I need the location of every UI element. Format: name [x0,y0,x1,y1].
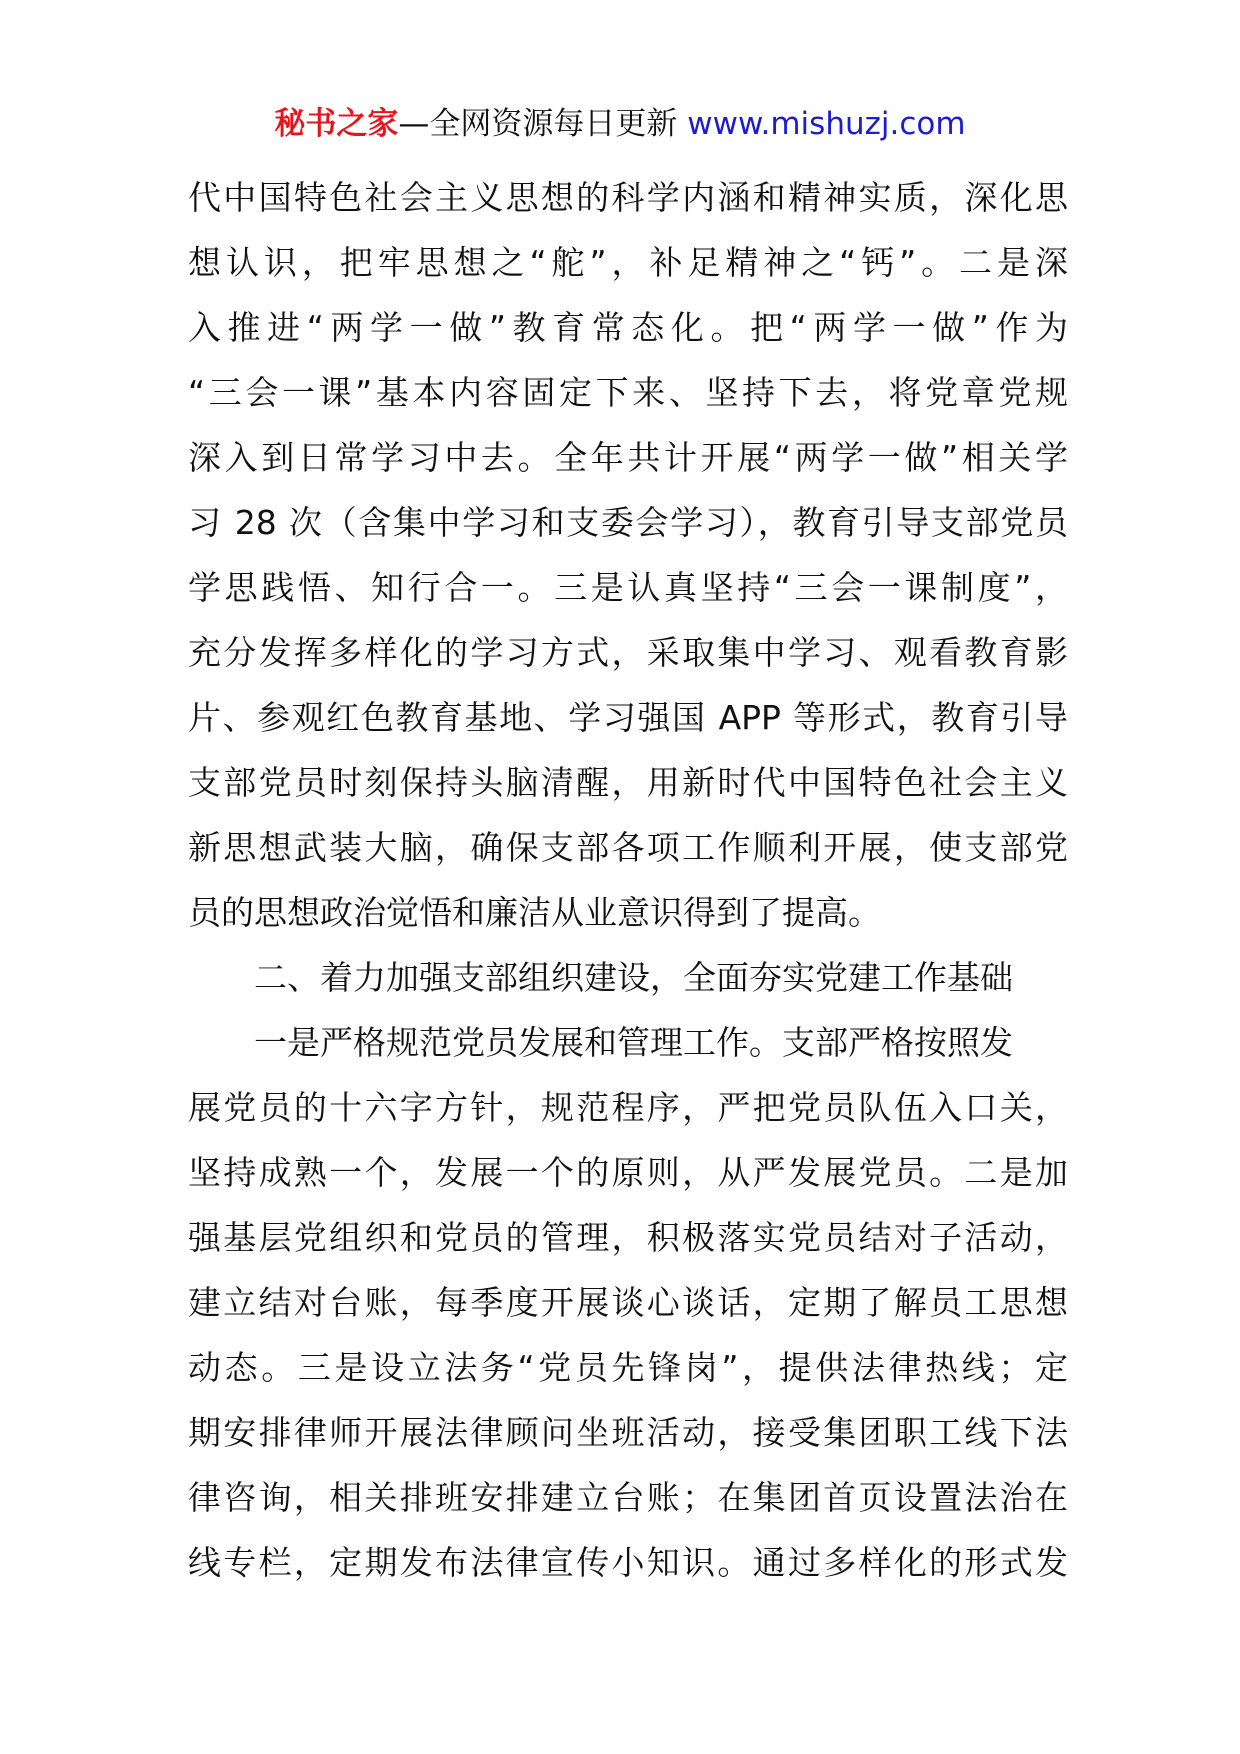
header-tagline: —全网资源每日更新 [398,106,688,142]
text-line: 一是严格规范党员发展和管理工作。支部严格按照发 [254,1023,1013,1062]
text-line: 展党员的十六字方针，规范程序，严把党员队伍入口关， [188,1088,1068,1127]
text-line: 片、参观红色教育基地、学习强国 APP 等形式，教育引导 [188,698,1068,737]
text-line: 代中国特色社会主义思想的科学内涵和精神实质，深化思 [188,178,1068,217]
section-heading: 二、着力加强支部组织建设，全面夯实党建工作基础 [254,958,1013,997]
text-line: 支部党员时刻保持头脑清醒，用新时代中国特色社会主义 [188,763,1068,802]
text-line: 律咨询，相关排班安排建立台账；在集团首页设置法治在 [188,1478,1068,1517]
page-header [0,104,1240,144]
text-line: 学思践悟、知行合一。三是认真坚持“三会一课制度”， [188,568,1068,607]
text-line: 想认识，把牢思想之“舵”，补足精神之“钙”。二是深 [188,243,1068,282]
text-line: 入推进“两学一做”教育常态化。把“两学一做”作为 [188,308,1068,347]
text-line: 坚持成熟一个，发展一个的原则，从严发展党员。二是加 [188,1153,1068,1192]
brand-name: 秘书之家 [274,106,399,142]
text-line: “三会一课”基本内容固定下来、坚持下去，将党章党规 [188,373,1068,412]
text-line: 新思想武装大脑，确保支部各项工作顺利开展，使支部党 [188,828,1068,867]
text-line: 建立结对台账，每季度开展谈心谈话，定期了解员工思想 [188,1283,1068,1322]
text-line: 习 28 次（含集中学习和支委会学习），教育引导支部党员 [188,503,1068,542]
text-line: 深入到日常学习中去。全年共计开展“两学一做”相关学 [188,438,1068,477]
text-line: 期安排律师开展法律顾问坐班活动，接受集团职工线下法 [188,1413,1068,1452]
text-line: 动态。三是设立法务“党员先锋岗”，提供法律热线；定 [188,1348,1068,1387]
text-line: 线专栏，定期发布法律宣传小知识。通过多样化的形式发 [188,1543,1068,1582]
text-line: 员的思想政治觉悟和廉洁从业意识得到了提高。 [188,893,881,932]
text-line: 充分发挥多样化的学习方式，采取集中学习、观看教育影 [188,633,1068,672]
site-url-link[interactable]: www.mishuzj.com [687,106,966,142]
text-line: 强基层党组织和党员的管理，积极落实党员结对子活动， [188,1218,1068,1257]
document-body [188,165,1068,1595]
